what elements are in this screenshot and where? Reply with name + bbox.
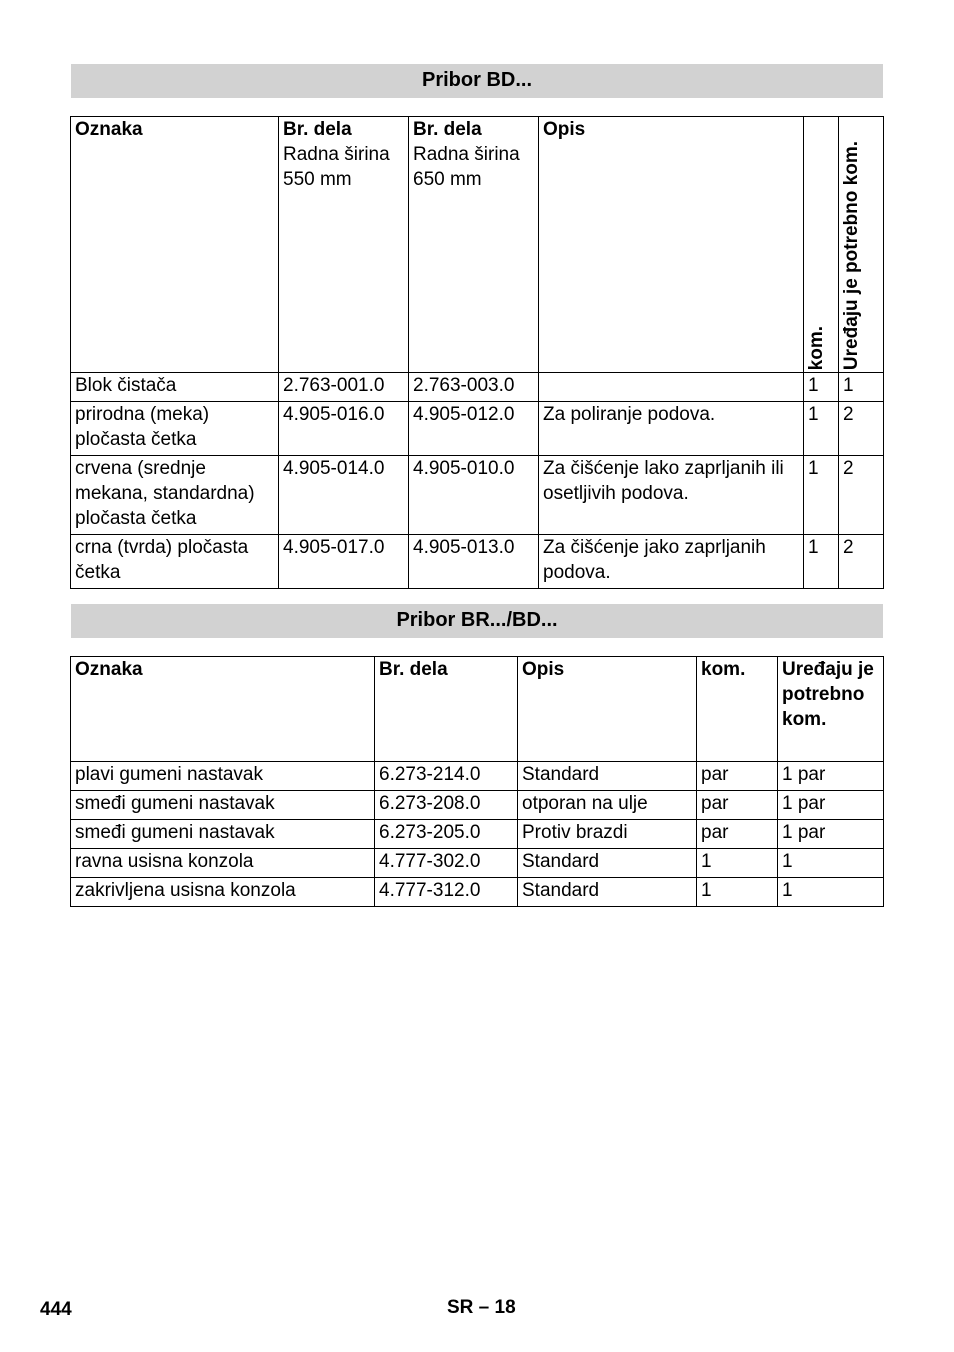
header-oznaka: Oznaka bbox=[71, 117, 279, 373]
cell-br-dela-550: 2.763-001.0 bbox=[279, 373, 409, 402]
cell-br-dela-650: 2.763-003.0 bbox=[409, 373, 539, 402]
cell-oznaka: smeđi gumeni nastavak bbox=[71, 820, 375, 849]
table-row bbox=[71, 878, 884, 907]
cell-oznaka: prirodna (meka) pločasta četka bbox=[71, 402, 279, 456]
header-kom: kom. bbox=[697, 657, 778, 762]
header-br-dela-550: Br. dela Radna širina 550 mm bbox=[279, 117, 409, 373]
cell-kom: 1 bbox=[697, 878, 778, 907]
table-row bbox=[71, 762, 884, 791]
table-header-row bbox=[71, 117, 884, 373]
cell-opis: Za čišćenje jako zaprljanih podova. bbox=[539, 535, 804, 589]
header-br-dela: Br. dela bbox=[375, 657, 518, 762]
cell-opis: Za čišćenje lako zaprljanih ili osetljivih podova. bbox=[539, 456, 804, 535]
cell-uredjaju: 1 bbox=[778, 849, 884, 878]
table-row bbox=[71, 535, 884, 589]
cell-oznaka: ravna usisna konzola bbox=[71, 849, 375, 878]
cell-kom: 1 bbox=[697, 849, 778, 878]
cell-kom: 1 bbox=[804, 402, 839, 456]
cell-br-dela-650: 4.905-012.0 bbox=[409, 402, 539, 456]
cell-br-dela: 4.777-302.0 bbox=[375, 849, 518, 878]
page-number: 444 bbox=[40, 1299, 72, 1320]
cell-kom: 1 bbox=[804, 456, 839, 535]
header-br-dela-650: Br. dela Radna širina 650 mm bbox=[409, 117, 539, 373]
table-row bbox=[71, 791, 884, 820]
cell-opis: Protiv brazdi bbox=[518, 820, 697, 849]
cell-uredjaju: 1 par bbox=[778, 820, 884, 849]
cell-kom: par bbox=[697, 820, 778, 849]
table-row bbox=[71, 820, 884, 849]
accessories-table-br-bd bbox=[70, 656, 884, 907]
cell-oznaka: crvena (srednje mekana, standardna) pločasta četka bbox=[71, 456, 279, 535]
cell-br-dela-550: 4.905-014.0 bbox=[279, 456, 409, 535]
cell-uredjaju: 2 bbox=[839, 402, 884, 456]
cell-opis: Za poliranje podova. bbox=[539, 402, 804, 456]
cell-oznaka: zakrivljena usisna konzola bbox=[71, 878, 375, 907]
header-oznaka: Oznaka bbox=[71, 657, 375, 762]
cell-br-dela-550: 4.905-017.0 bbox=[279, 535, 409, 589]
cell-br-dela-550: 4.905-016.0 bbox=[279, 402, 409, 456]
cell-br-dela: 6.273-205.0 bbox=[375, 820, 518, 849]
cell-oznaka: crna (tvrda) pločasta četka bbox=[71, 535, 279, 589]
header-uredjaju: Uređaju je potrebno kom. bbox=[839, 117, 884, 373]
cell-oznaka: Blok čistača bbox=[71, 373, 279, 402]
section-title-pribor-bd: Pribor BD... bbox=[71, 64, 883, 98]
cell-opis: Standard bbox=[518, 762, 697, 791]
table-row bbox=[71, 373, 884, 402]
cell-br-dela-650: 4.905-010.0 bbox=[409, 456, 539, 535]
cell-opis bbox=[539, 373, 804, 402]
cell-br-dela-650: 4.905-013.0 bbox=[409, 535, 539, 589]
cell-opis: Standard bbox=[518, 878, 697, 907]
language-page-label: SR – 18 bbox=[447, 1297, 516, 1318]
header-opis: Opis bbox=[518, 657, 697, 762]
accessories-table-bd bbox=[70, 116, 884, 589]
cell-kom: par bbox=[697, 791, 778, 820]
cell-opis: otporan na ulje bbox=[518, 791, 697, 820]
table-row bbox=[71, 402, 884, 456]
table-row bbox=[71, 456, 884, 535]
cell-kom: 1 bbox=[804, 535, 839, 589]
section-title-pribor-br-bd: Pribor BR.../BD... bbox=[71, 604, 883, 638]
cell-uredjaju: 2 bbox=[839, 535, 884, 589]
cell-uredjaju: 2 bbox=[839, 456, 884, 535]
cell-kom: 1 bbox=[804, 373, 839, 402]
cell-kom: par bbox=[697, 762, 778, 791]
cell-br-dela: 4.777-312.0 bbox=[375, 878, 518, 907]
cell-uredjaju: 1 par bbox=[778, 791, 884, 820]
cell-oznaka: smeđi gumeni nastavak bbox=[71, 791, 375, 820]
header-kom: kom. bbox=[804, 117, 839, 373]
cell-opis: Standard bbox=[518, 849, 697, 878]
cell-uredjaju: 1 par bbox=[778, 762, 884, 791]
cell-uredjaju: 1 bbox=[778, 878, 884, 907]
cell-oznaka: plavi gumeni nastavak bbox=[71, 762, 375, 791]
header-opis: Opis bbox=[539, 117, 804, 373]
table-header-row bbox=[71, 657, 884, 762]
cell-br-dela: 6.273-208.0 bbox=[375, 791, 518, 820]
table-row bbox=[71, 849, 884, 878]
cell-br-dela: 6.273-214.0 bbox=[375, 762, 518, 791]
cell-uredjaju: 1 bbox=[839, 373, 884, 402]
header-uredjaju: Uređaju je potrebno kom. bbox=[778, 657, 884, 762]
